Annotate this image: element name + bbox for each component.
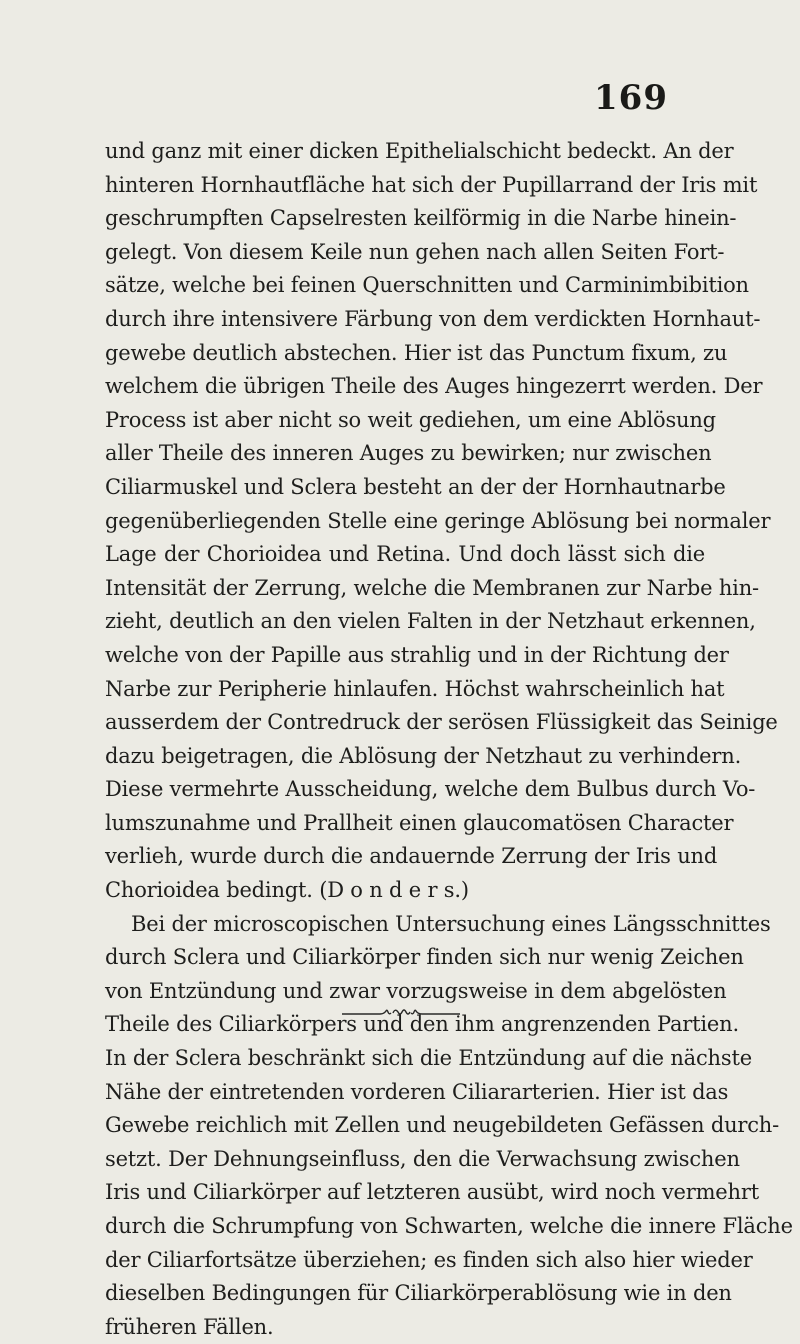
text-line: Ciliarmuskel und Sclera besteht an der der Hornhautnarbe xyxy=(105,474,726,499)
text-line: durch die Schrumpfung von Schwarten, welche die innere Fläche xyxy=(105,1214,793,1238)
text-line: geschrumpften Capselresten keilförmig in die Narbe hinein- xyxy=(105,206,737,231)
text-line: durch ihre intensivere Färbung von dem verdickten Hornhaut- xyxy=(105,306,761,331)
body-text xyxy=(105,135,793,1344)
text-line: hinteren Hornhautfläche hat sich der Pupillarrand der Iris mit xyxy=(105,172,758,197)
text-line: Lage der Chorioidea und Retina. Und doch lässt sich die xyxy=(105,542,705,567)
text-line: sätze, welche bei feinen Querschnitten und Carminimbibition xyxy=(105,273,749,298)
text-line: zieht, deutlich an den vielen Falten in der Netzhaut erkennen, xyxy=(105,609,756,634)
text-line: ausserdem der Contredruck der serösen Flüssigkeit das Seinige xyxy=(105,710,778,735)
text-line: Bei der microscopischen Untersuchung eines Längsschnittes xyxy=(131,911,771,936)
text-line: und ganz mit einer dicken Epithelialschicht bedeckt. An der xyxy=(105,139,734,163)
text-line: gewebe deutlich abstechen. Hier ist das Punctum fixum, zu xyxy=(105,340,728,365)
text-line: Iris und Ciliarkörper auf letzteren ausübt, wird noch vermehrt xyxy=(105,1180,759,1205)
text-line: Diese vermehrte Ausscheidung, welche dem Bulbus durch Vo- xyxy=(105,777,756,802)
text-line: Intensität der Zerrung, welche die Membranen zur Narbe hin- xyxy=(105,575,759,600)
text-line: Gewebe reichlich mit Zellen und neugebildeten Gefässen durch- xyxy=(105,1113,780,1138)
text-line: Nähe der eintretenden vorderen Ciliararterien. Hier ist das xyxy=(105,1079,729,1104)
ornament-divider-icon xyxy=(340,1006,462,1020)
text-line: Chorioidea bedingt. (D o n d e r s.) xyxy=(105,878,469,903)
text-line: gelegt. Von diesem Keile nun gehen nach allen Seiten Fort- xyxy=(105,239,725,264)
text-line: lumszunahme und Prallheit einen glaucomatösen Character xyxy=(105,810,734,835)
text-line: dieselben Bedingungen für Ciliarkörperablösung wie in den xyxy=(105,1281,732,1306)
page-number: 169 xyxy=(594,78,668,118)
text-line: aller Theile des inneren Auges zu bewirken; nur zwischen xyxy=(105,441,712,466)
text-line: der Ciliarfortsätze überziehen; es finden sich also hier wieder xyxy=(105,1247,753,1272)
text-line: früheren Fällen. xyxy=(105,1314,274,1339)
text-line: verlieh, wurde durch die andauernde Zerrung der Iris und xyxy=(105,844,718,869)
text-line: welche von der Papille aus strahlig und in der Richtung der xyxy=(105,642,729,667)
text-line: welchem die übrigen Theile des Auges hingezerrt werden. Der xyxy=(105,374,763,399)
text-line: Process ist aber nicht so weit gediehen, um eine Ablösung xyxy=(105,407,716,432)
text-line: gegenüberliegenden Stelle eine geringe Ablösung bei normaler xyxy=(105,508,771,533)
text-line: dazu beigetragen, die Ablösung der Netzhaut zu verhindern. xyxy=(105,743,742,768)
text-line: setzt. Der Dehnungseinfluss, den die Verwachsung zwischen xyxy=(105,1146,740,1171)
text-line: In der Sclera beschränkt sich die Entzündung auf die nächste xyxy=(105,1046,752,1071)
text-line: Narbe zur Peripherie hinlaufen. Höchst wahrscheinlich hat xyxy=(105,676,725,701)
text-line: von Entzündung und zwar vorzugsweise in dem abgelösten xyxy=(105,978,727,1003)
text-line: durch Sclera und Ciliarkörper finden sich nur wenig Zeichen xyxy=(105,945,744,970)
text-line: Theile des Ciliarkörpers und den ihm angrenzenden Partien. xyxy=(105,1012,739,1037)
